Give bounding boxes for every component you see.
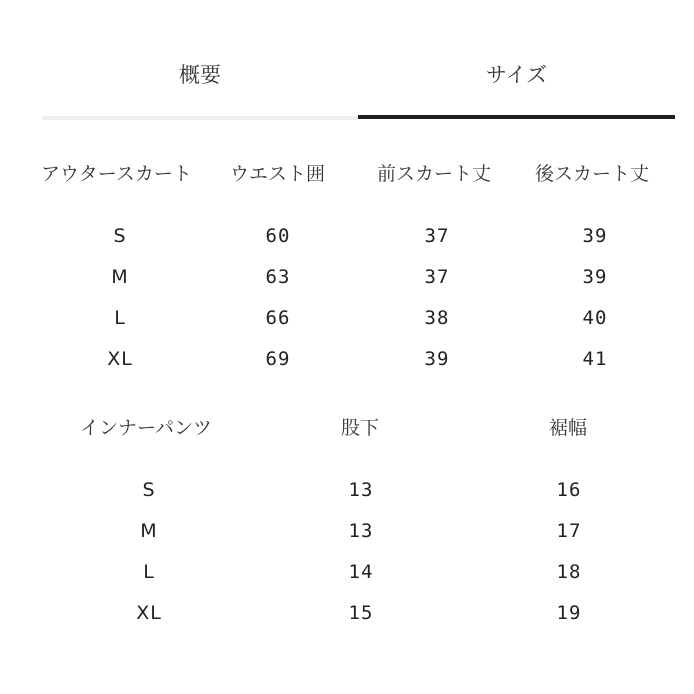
outer-front-m: 37 (424, 266, 450, 288)
inner-hem-m: 17 (556, 520, 582, 542)
tab-size[interactable]: サイズ (485, 63, 548, 87)
tab-overview-underline (42, 116, 358, 120)
inner-size-xl: XL (136, 602, 162, 624)
inseam-header: 股下 (341, 417, 380, 439)
tab-bar (42, 48, 675, 120)
outer-waist-s: 60 (265, 225, 291, 247)
tab-size-active-underline (358, 115, 675, 119)
inner-hem-xl: 19 (556, 602, 582, 624)
inner-hem-s: 16 (556, 479, 582, 501)
inner-hem-l: 18 (556, 561, 582, 583)
inner-size-m: M (140, 520, 158, 542)
outer-back-xl: 41 (582, 348, 608, 370)
inner-pants-header-label: インナーパンツ (80, 417, 213, 439)
waist-header: ウエスト囲 (230, 163, 326, 185)
inner-inseam-xl: 15 (348, 602, 374, 624)
outer-back-s: 39 (582, 225, 608, 247)
tab-overview[interactable]: 概要 (179, 63, 221, 87)
inner-inseam-l: 14 (348, 561, 374, 583)
hem-width-header: 裾幅 (549, 417, 588, 439)
outer-size-m: M (111, 266, 129, 288)
outer-waist-xl: 69 (265, 348, 291, 370)
front-length-header: 前スカート丈 (377, 163, 492, 185)
outer-size-s: S (113, 225, 127, 247)
outer-back-m: 39 (582, 266, 608, 288)
outer-size-l: L (114, 307, 126, 329)
outer-front-s: 37 (424, 225, 450, 247)
inner-inseam-s: 13 (348, 479, 374, 501)
inner-size-s: S (142, 479, 156, 501)
outer-back-l: 40 (582, 307, 608, 329)
outer-size-xl: XL (107, 348, 133, 370)
inner-size-l: L (143, 561, 155, 583)
outer-front-xl: 39 (424, 348, 450, 370)
inner-inseam-m: 13 (348, 520, 374, 542)
outer-front-l: 38 (424, 307, 450, 329)
outer-skirt-header-label: アウタースカート (41, 163, 192, 185)
outer-waist-m: 63 (265, 266, 291, 288)
back-length-header: 後スカート丈 (535, 163, 650, 185)
outer-waist-l: 66 (265, 307, 291, 329)
